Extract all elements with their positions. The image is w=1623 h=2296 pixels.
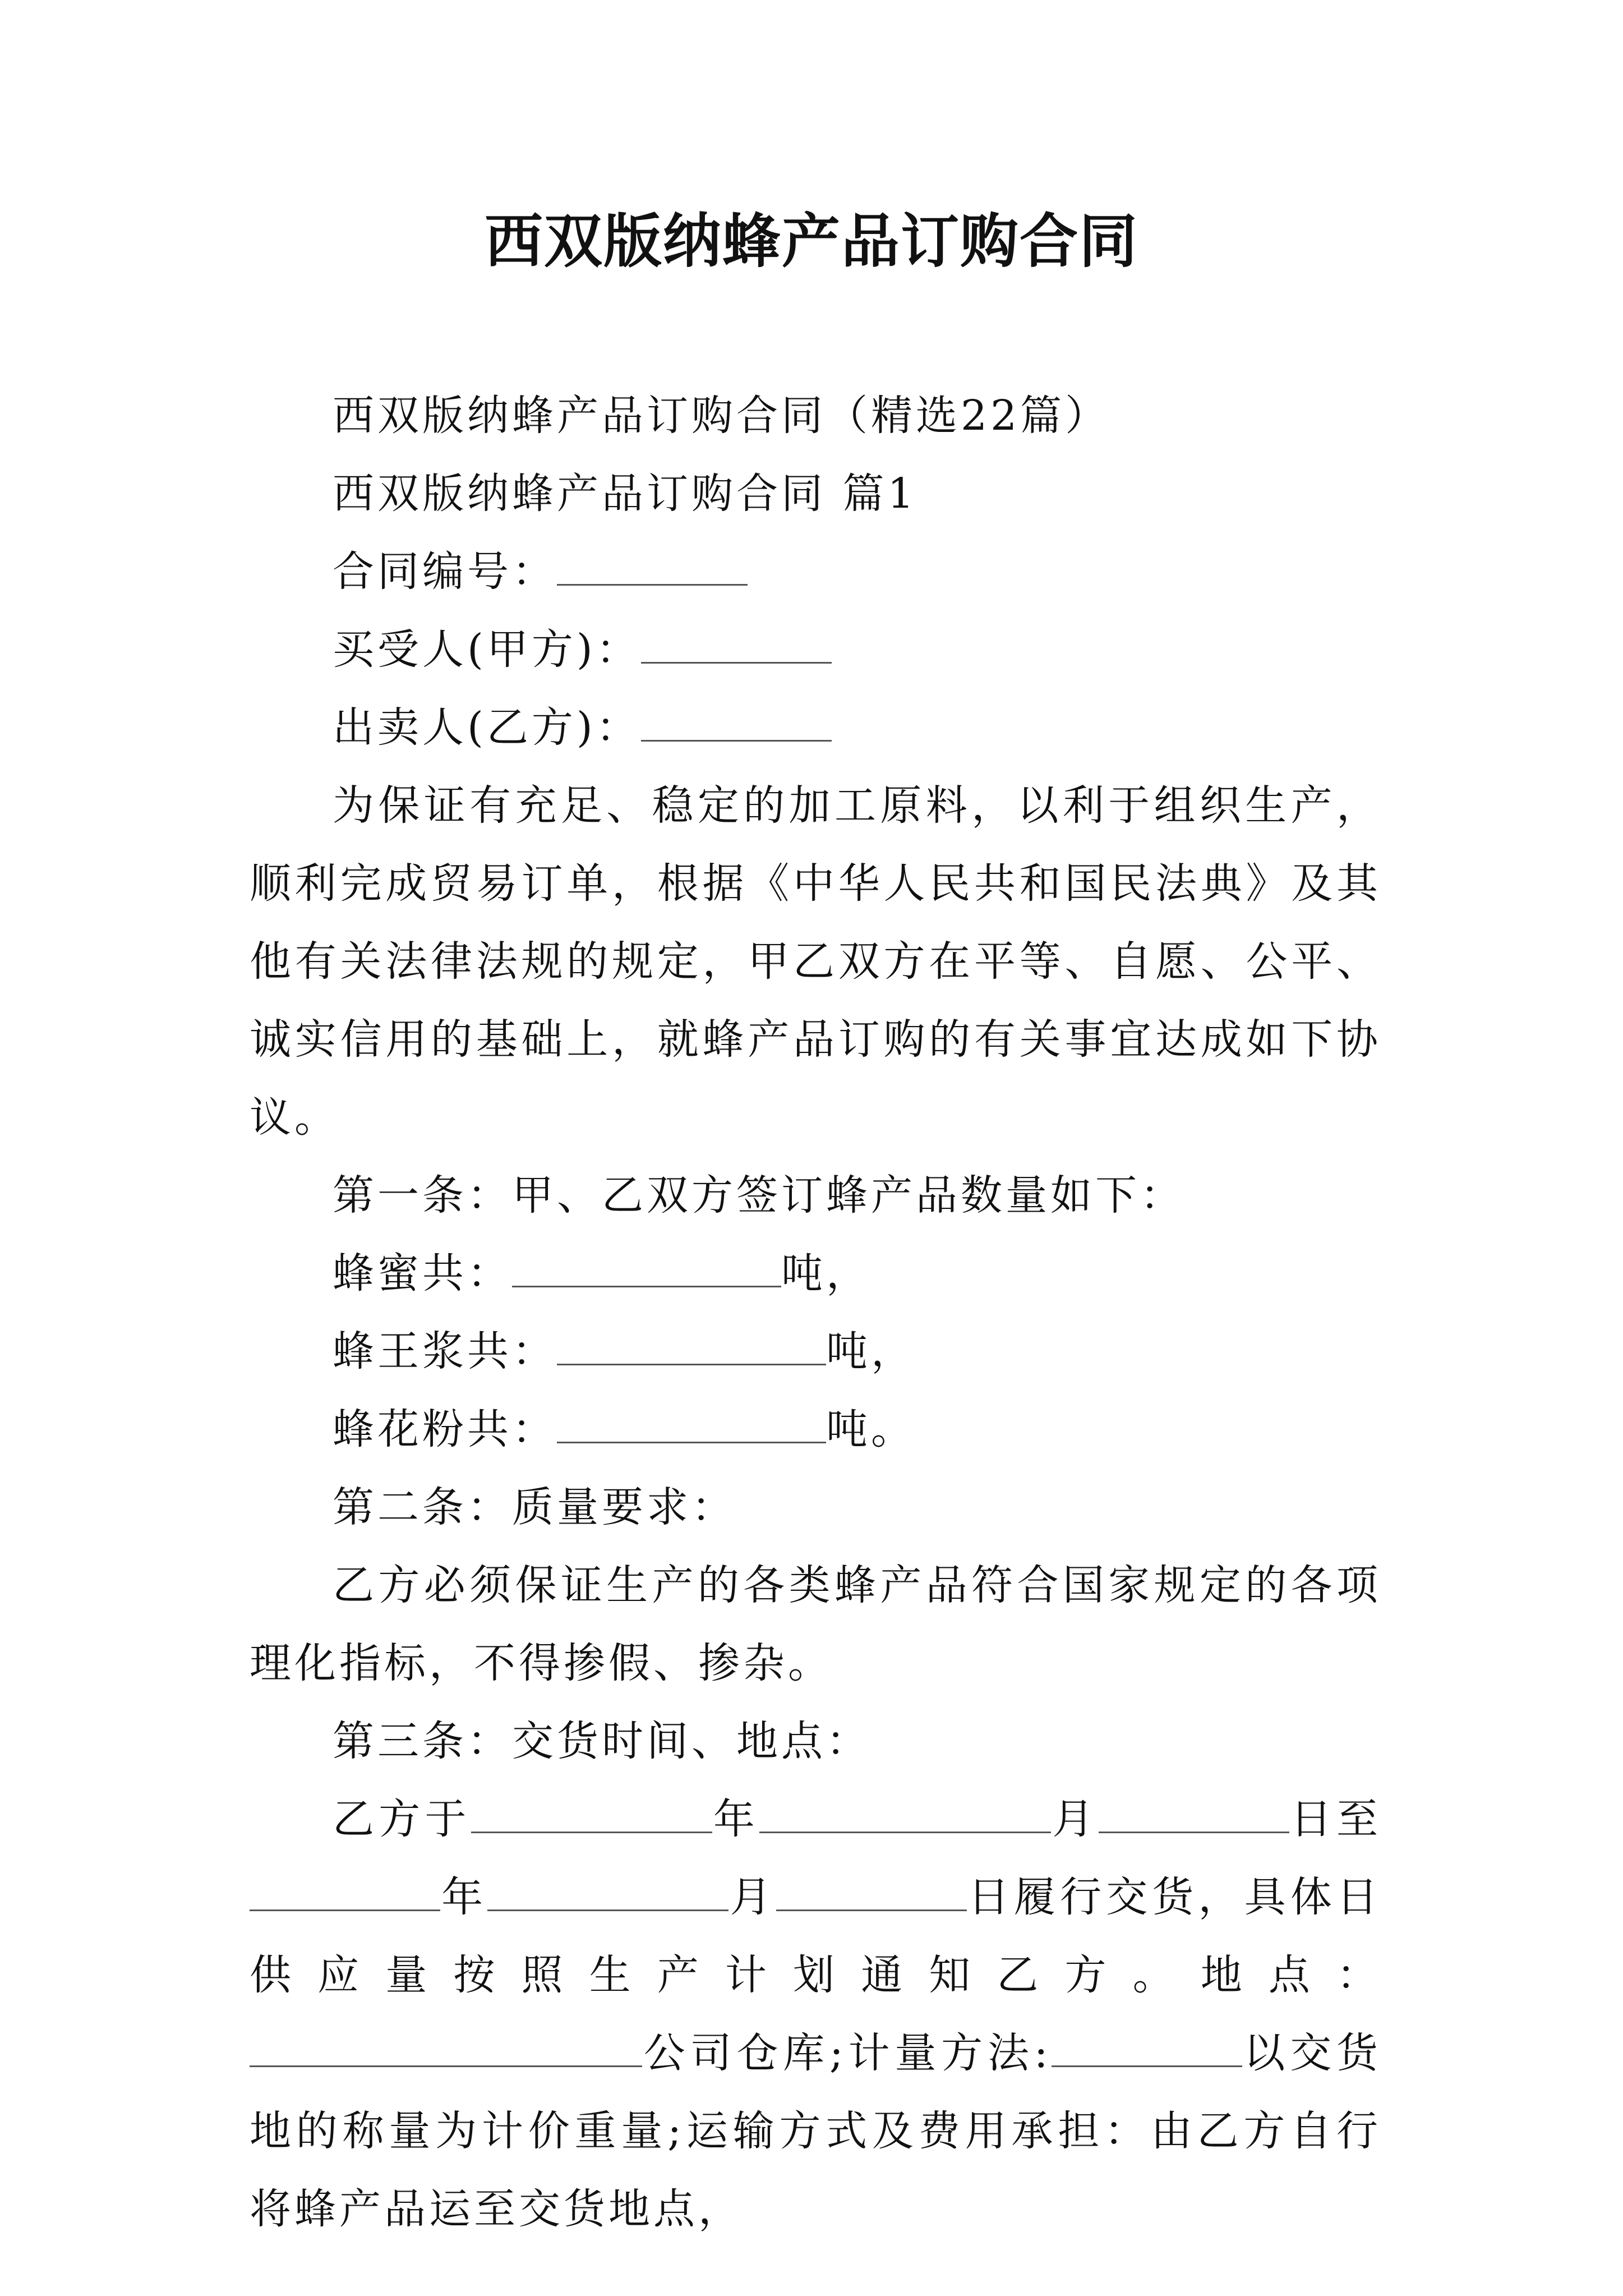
delivery-place-blank xyxy=(250,2028,642,2067)
honey-unit: 吨， xyxy=(781,1249,871,1297)
delivery-start-day-blank xyxy=(1099,1794,1289,1833)
delivery-paragraph xyxy=(250,1780,1381,2248)
delivery-start-month-blank xyxy=(759,1794,1051,1833)
royal-jelly-unit: 吨， xyxy=(826,1327,916,1375)
document-body xyxy=(250,377,1381,2248)
intro-paragraph: 为保证有充足、稳定的加工原料，以利于组织生产，顺利完成贸易订单，根据《中华人民共和国民法典》及其他有关法律法规的规定，甲乙双方在平等、自愿、公平、诚实信用的基础上，就蜂产品订购的有关事宜达成如下协议。 xyxy=(250,781,1381,1142)
buyer-line xyxy=(250,611,1381,689)
delivery-end-day-blank xyxy=(776,1872,967,1911)
delivery-start-year-blank xyxy=(471,1794,712,1833)
honey-label: 蜂蜜共： xyxy=(333,1249,512,1297)
delivery-year-1: 年 xyxy=(712,1795,760,1843)
article-2-text: 乙方必须保证生产的各类蜂产品符合国家规定的各项理化指标，不得掺假、掺杂。 xyxy=(250,1561,1381,1687)
royal-jelly-quantity-line xyxy=(250,1313,1381,1391)
seller-label: 出卖人(乙方)： xyxy=(333,703,641,752)
delivery-prefix: 乙方于 xyxy=(333,1795,471,1843)
delivery-day-to: 日至 xyxy=(1289,1795,1382,1843)
seller-blank xyxy=(641,702,832,742)
article-2-heading: 第二条：质量要求： xyxy=(333,1483,736,1531)
honey-quantity-line xyxy=(250,1235,1381,1313)
warehouse-text: 公司仓库;计量方法: xyxy=(642,2029,1052,2077)
honey-blank xyxy=(512,1248,781,1287)
delivery-year-2: 年 xyxy=(440,1873,488,1921)
contract-number-blank xyxy=(557,546,748,586)
buyer-label: 买受人(甲方)： xyxy=(333,625,641,674)
article-1-heading: 第一条：甲、乙双方签订蜂产品数量如下： xyxy=(333,1171,1185,1220)
weight-rule-text: 以交货地的称量为计价重量;运输方式及费用承担：由乙方自行将蜂产品运至交货地点， xyxy=(250,2029,1381,2233)
pollen-quantity-line xyxy=(250,1391,1381,1469)
pollen-label: 蜂花粉共： xyxy=(333,1405,557,1453)
pollen-blank xyxy=(557,1404,826,1443)
delivery-end-year-blank xyxy=(250,1872,440,1911)
measurement-method-blank xyxy=(1052,2028,1242,2067)
seller-line xyxy=(250,689,1381,767)
document-subtitle: 西双版纳蜂产品订购合同（精选22篇） xyxy=(333,392,1110,440)
contract-number-label: 合同编号： xyxy=(333,547,557,596)
delivery-month-2: 月 xyxy=(728,1873,776,1921)
delivery-end-month-blank xyxy=(487,1872,728,1911)
pollen-unit: 吨。 xyxy=(826,1405,916,1453)
royal-jelly-label: 蜂王浆共： xyxy=(333,1327,557,1375)
royal-jelly-blank xyxy=(557,1326,826,1365)
delivery-month-1: 月 xyxy=(1051,1795,1099,1843)
contract-number-line xyxy=(250,533,1381,611)
article-3-heading: 第三条：交货时间、地点： xyxy=(333,1717,871,1765)
buyer-blank xyxy=(641,624,832,664)
section-heading: 西双版纳蜂产品订购合同 篇1 xyxy=(333,470,917,518)
document-title: 西双版纳蜂产品订购合同 xyxy=(484,206,1138,275)
delivery-day-fulfill: 日履行交货，具体日供应量按照生产计划通知乙方。地点： xyxy=(250,1873,1382,1999)
